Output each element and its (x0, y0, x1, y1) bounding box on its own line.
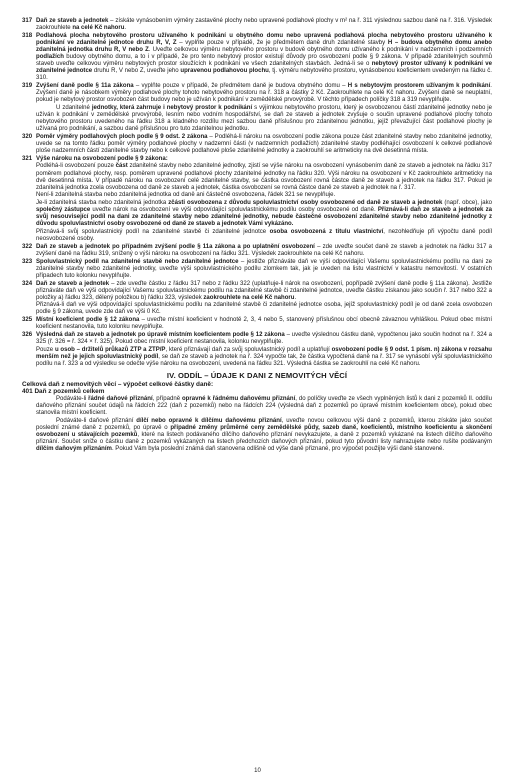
item-number: 325 (22, 317, 33, 324)
item-text: Pouze u osob – držitelů průkazů ZTP a ZTP/P, které přiznávají daň za svůj spoluvlastnický podíl a uplatňují osvobození podle § 9 odst. 1 písm. n) zákona v rozsahu menším než je jejich spoluvlastnický podíl, se daň ze staveb a jednotek na ř. 324 vypočte tak, že částka vypočtená daně na ř. 317 se vynásobí výší spoluvlastnického podílu na ř. 323 a od výsledku se odečte výše nároku na osvobození, uvedená na řádku 321. Výsledná částka se zaokrouhlí na celé Kč nahoru. (36, 346, 492, 367)
item-number (22, 229, 36, 243)
item-number: 321 (22, 155, 33, 162)
item-number (22, 192, 36, 199)
item-number: 317 (22, 18, 33, 24)
tail-paragraph (22, 418, 492, 453)
item-text: Zvýšení daně podle § 11a zákona – vyplňte pouze v případě, že předmětem daně je budova obytného domu – H s nebytovým prostorem užívaným k podnikání. Zvýšení daně je násobkem výměry podlahové plochy tohoto nebytového prostoru na ř. 318 a částky 2 Kč. Zaokrouhlete na celé Kč nahoru. Zvýšení daně se neuplatní, pokud je nebytový prostor osvobozen část budovy nebo je užíván k podnikání v zemědělské prvovýrobě. V těchto případech políčky 318 a 319 nevyplňujte. (36, 83, 492, 104)
item-text: Daň ze staveb a jednotek – získáte vynásobením výměry zastavěné plochy nebo upravené podlahové plochy v m² na ř. 311 výslednou sazbou daně na ř. 316. Výsledek zaokrouhlete na celé Kč nahoru. (36, 18, 492, 32)
instruction-item (22, 302, 492, 316)
instruction-item (22, 163, 492, 191)
item-number: 319 (22, 83, 33, 90)
instruction-item (22, 229, 492, 243)
instruction-item (22, 347, 492, 368)
instruction-item (22, 332, 492, 346)
item-text: Je-li zdanitelná stavba nebo zdanitelná jednotka zčásti osvobozena z důvodu spoluvlastnictví osoby osvobozené od daně ze staveb a jednotek (např. obce), jako společný zástupce uveďte nárok na osvobození ve výši odpovídající spoluvlastnickému podílu osoby osvobozené od daně. Přiznává-li daň ze staveb a jednotek za svůj nesouvisející podíl na dani ze zdanitelné stavby nebo zdanitelné jednotky, nebude částečné osvobození zdanitelné stavby nebo zdanitelné jednotky z důvodu spoluvlastnictví osoby osvobozené od daně ze staveb a jednotek Vámi vykázáno. (36, 200, 492, 228)
instruction-item (22, 192, 492, 199)
item-text: Výše nároku na osvobození podle § 9 zákona: (36, 155, 168, 162)
instruction-item (22, 200, 492, 228)
item-text: Spoluvlastnický podíl na zdanitelné stavbě nebo zdanitelné jednotce – jestliže přiznáváte daň ve výši odpovídající Vašemu spoluvlastnickému podílu na dani ze zdanitelné stavby nebo zdanitelné jednotky, uveďte výši spoluvlastnického podílu zlomkem tak, jak je uveden na listu vlastnictví v katastru nemovitostí. V ostatních případech tuto kolonku nevyplňujte. (36, 258, 492, 279)
item-number: 323 (22, 258, 33, 265)
item-number (22, 105, 36, 133)
subheading-land-tax: 401 Daň z pozemků celkem (22, 388, 105, 396)
subheading-total-tax: Celková daň z nemovitých věcí – výpočet celkové částky daně: (22, 381, 214, 388)
item-text: Není-li zdanitelná stavba nebo zdanitelná jednotka od daně ani částečně osvobozena, řádek 321 se nevyplňuje. (36, 192, 336, 199)
item-text: Výsledná daň ze staveb a jednotek po úpravě místním koeficientem podle § 12 zákona – uveďte výslednou částku daně, vypočtenou jako součin hodnot na ř. 324 a 325 (ř. 326 = ř. 324 × ř. 325). Pokud obec místní koeficient nestanovila, kolonku nevyplňujte. (36, 331, 493, 346)
instruction-item (22, 105, 492, 133)
item-text: U zdanitelné jednotky, která zahrnuje i nebytový prostor k podnikání s výjimkou nebytového prostoru, který je osvobozenou částí zdanitelné jednotky nebo je užíván k podnikání v zemědělské prvovýrobě, lesním nebo vodním hospodářství, se daň ze staveb a jednotek zvyšuje o součin upravené podlahové plochy tohoto nebytového prostoru uvedeného na řádku 318 a kladného rozdílu mezi sazbou daně příslušnou pro zdanitelnou jednotku, jejíž převažující část podlahové plochy je užívaná pro podnikání, a sazbou daně příslušnou pro tuto zdanitelnou jednotku. (36, 104, 492, 133)
item-text: Podáváte-li daňové přiznání dílčí nebo opravné k dílčímu daňovému přiznání, uveďte novou celkovou výši daně z pozemků, kterou získáte jako součet poslední známé daně z pozemků, po úpravě o případné změny průměrné ceny zemědělské půdy, sazeb daně, koeficientů, místního koeficientu a skončení osvobození u stávajících pozemků, které na listech podávaného dílčího daňového přiznání nevykazujete, a daně z pozemků vykázané na listech dílčího daňového přiznání. Součet sníže o částku daně z pozemků vykázaných na listech předchozích daňových přiznání, pokud tyto původní listy nahrazujete nebo rušíte podávaným dílčím daňovým přiznáním. Pokud Vám byla poslední známá daň stanovena odlišně od výše daně přiznané, pro výpočet použijte výši daně stanovené. (36, 417, 492, 453)
instruction-item (22, 33, 492, 83)
tail-paragraph (22, 396, 492, 417)
instruction-item (22, 134, 492, 155)
item-text: Přiznává-li daň ve výši odpovídající spoluvlastnickému podílu na zdanitelné stavbě či zdanitelné jednotce osoba, jejíž spoluvlastnický podíl je od daně zcela osvobozen podle § 9 zákona, uvede zde daň ve výši 0 Kč. (36, 302, 492, 316)
instruction-item (22, 281, 492, 302)
section-title: IV. ODDÍL – ÚDAJE K DANI Z NEMOVITÝCH VĚCÍ (166, 370, 348, 380)
instruction-item (22, 317, 492, 331)
instructions-list (22, 18, 492, 368)
item-number: 318 (22, 32, 33, 39)
item-number: 324 (22, 280, 33, 287)
item-text: Daň ze staveb a jednotek po případném zvýšení podle § 11a zákona a po uplatnění osvobození – zde uveďte součet daně ze staveb a jednotek na řádku 317 a zvýšení daně na řádku 319, snížený o výši nároku na osvobození na řádku 321. Výsledek zaokrouhlete na celé Kč nahoru. (36, 243, 493, 257)
item-text: Podlahová plocha nebytového prostoru užívaného k podnikání u obytného domu nebo upravená podlahová plocha nebytového prostoru užívaného k podnikání ve zdanitelné jednotce druhu R, V, Z – vyplňte pouze v případě, že je předmětem daně druh zdanitelné stavby H – budova obytného domu anebo zdanitelná jednotka druhu R, V nebo Z. Uveďte celkovou výměru nebytového prostoru v budově obytného domu užívaného k podnikání v nadzemních i podzemních podlažích budovy obytného domu, a to i v případě, že pro tento nebytový prostor existují důvody pro osvobození podle § 9 zákona. V případě zdanitelných souhrnů staveb uveďte celkovou výměru nebytových prostor sloužících k podnikání ve všech zdanitelných stavbách. Jedná-li se o nebytový prostor užívaný k podnikání ve zdanitelné jednotce druhu R, V nebo Z, uveďte jeho upravenou podlahovou plochu, tj. výměru nebytového prostoru, vynásobenou koeficientem uvedeným na řádku č. 310. (36, 32, 493, 82)
item-number (22, 302, 36, 316)
item-number (22, 200, 36, 228)
instruction-item (22, 83, 492, 104)
item-number: 326 (22, 331, 33, 338)
instruction-item (22, 156, 492, 163)
item-number (22, 396, 36, 417)
page-number: 10 (254, 768, 261, 774)
item-text: Místní koeficient podle § 12 zákona – uveďte místní koeficient v hodnotě 2, 3, 4 nebo 5, stanovený příslušnou obcí obecně závaznou vyhláškou. Pokud obec místní koeficient nestanovila, tuto kolonku nevyplňujte. (36, 317, 492, 331)
land-tax-instructions (22, 396, 492, 453)
item-text: Podáváte-li řádné daňové přiznání, případně opravné k řádnému daňovému přiznání, do políčky uveďte ze všech vyplněných listů k dani z pozemků II. oddílu daňového přiznání součet údajů na řádcích 222 (daň z pozemků) nebo na řádcích 224 (výsledná daň z pozemků po úpravě místním koeficientem obce), pokud obec stanovila místní koeficient. (36, 395, 493, 416)
item-number (22, 418, 36, 453)
instruction-item (22, 259, 492, 280)
item-text: Poměr výměry podlahových ploch podle § 9 odst. 2 zákona – Podléhá-li nároku na osvobození podle zákona pouze část zdanitelné stavby nebo zdanitelné jednotky, uvede se na tomto řádku poměr výměry podlahové plochy v nadzemní části (v nadzemních podlažích) zdanitelné stavby podléhající osvobození k celkové podlahové ploše nadzemních částí zdanitelné stavby nebo k celkové podlahové ploše zdanitelné jednotky a zaokrouhlí se aritmeticky na dvě desetinná místa. (36, 133, 492, 155)
instruction-item (22, 18, 492, 32)
item-text: Daň ze staveb a jednotek – zde uveďte částku z řádku 317 nebo z řádku 322 (uplatňuje-li nárok na osvobození, popřípadě zvýšení daně podle § 11a zákona). Jestliže přiznáváte daň ve výši odpovídající Vašemu spoluvlastnickému podílu na zdanitelné stavbě či zdanitelné jednotce, uveďte částku získanou jako součin ř. 317 nebo 322 a položky a) řádku 323, dělený položkou b) řádku 323, výsledek zaokrouhlete na celé Kč nahoru. (36, 280, 492, 301)
item-number (22, 163, 36, 191)
item-number: 320 (22, 133, 33, 140)
item-number (22, 347, 36, 368)
item-text: Podléhá-li osvobození pouze část zdanitelné stavby nebo zdanitelné jednotky, zjistí se výše nároku na osvobození vynásobením daně ze staveb a jednotek na řádku 317 poměrem podlahové plochy, resp. poměrem upravené podlahové plochy zdanitelné jednotky na řádku 320. Výši nároku na osvobození v Kč zaokrouhlete aritmeticky na dvě desetinná místa. V případě nároku na osvobození celé zdanitelné stavby, se částka osvobození rovná částce daně ze staveb a jednotek na řádku 317. Pokud je zdanitelná jednotka zcela osvobozena od daně ze staveb a jednotek, částka osvobození se rovná částce daně ze staveb a jednotek na ř. 317. (36, 163, 492, 191)
instruction-item (22, 244, 492, 258)
item-number: 322 (22, 243, 33, 250)
item-text: Přiznává-li svůj spoluvlastnický podíl na zdanitelné stavbě či zdanitelné jednotce osoba osvobozená z titulu vlastnictví, nezohledňuje při výpočtu daně podíl neosvobozené osoby. (36, 229, 492, 243)
